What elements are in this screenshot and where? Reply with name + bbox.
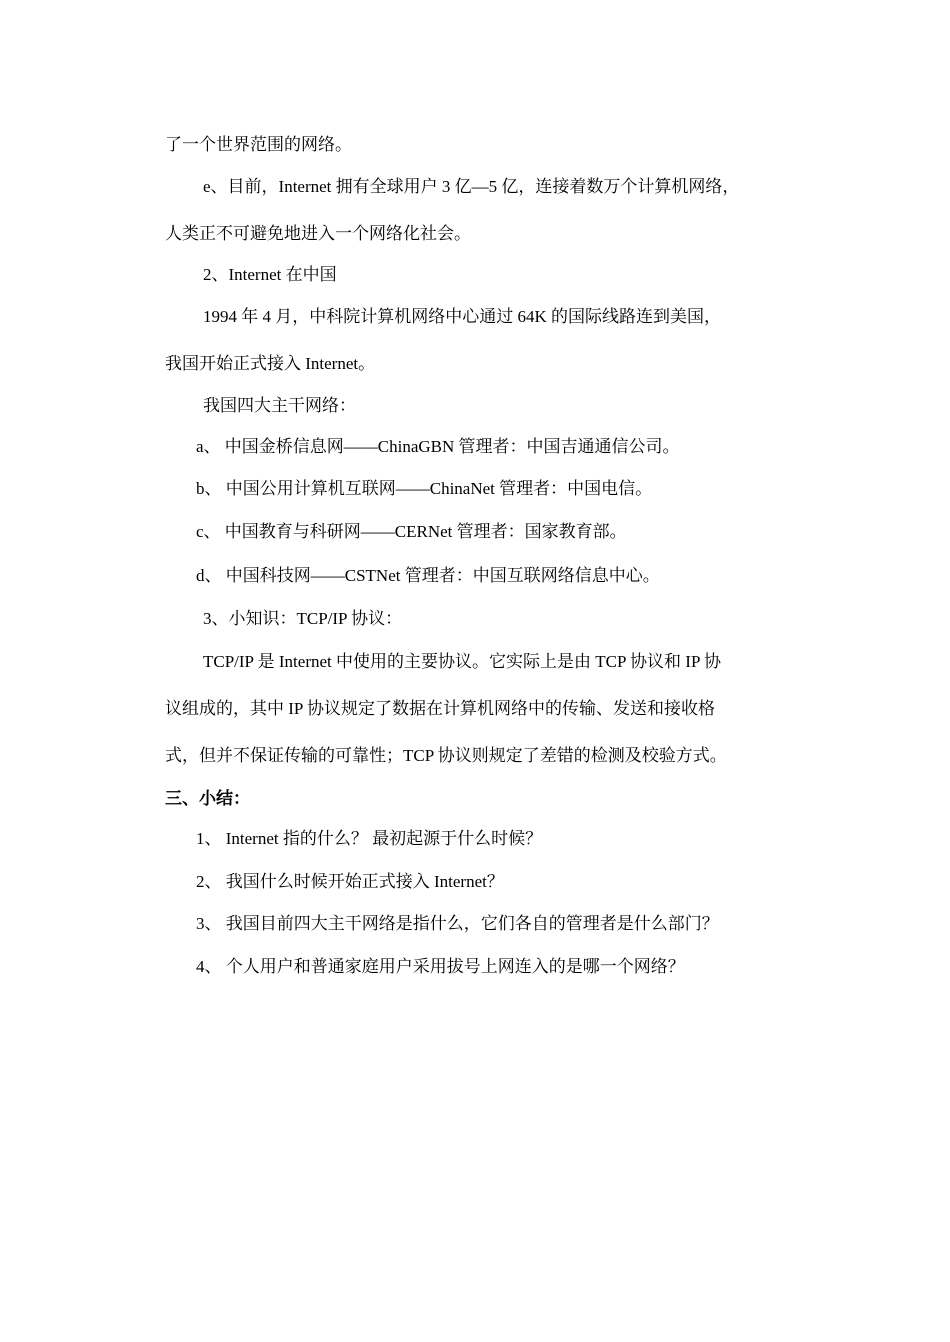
paragraph-line: 我国开始正式接入 Internet。 xyxy=(165,354,376,373)
paragraph-line: 了一个世界范围的网络。 xyxy=(165,135,352,154)
summary-heading: 三、小结： xyxy=(165,789,250,808)
list-item: c、 中国教育与科研网——CERNet 管理者：国家教育部。 xyxy=(196,522,627,541)
question-item: 3、 我国目前四大主干网络是指什么，它们各自的管理者是什么部门？ xyxy=(196,914,719,933)
paragraph-line: e、目前，Internet 拥有全球用户 3 亿—5 亿，连接着数万个计算机网络， xyxy=(203,177,740,196)
paragraph-line: TCP/IP 是 Internet 中使用的主要协议。它实际上是由 TCP 协议和 IP 协 xyxy=(203,652,722,671)
paragraph-line: 我国四大主干网络： xyxy=(203,396,356,415)
section-title: 3、小知识：TCP/IP 协议： xyxy=(203,609,403,628)
paragraph-line: 1994 年 4 月，中科院计算机网络中心通过 64K 的国际线路连到美国， xyxy=(203,307,722,326)
question-item: 2、 我国什么时候开始正式接入 Internet？ xyxy=(196,872,504,891)
question-item: 4、 个人用户和普通家庭用户采用拔号上网连入的是哪一个网络？ xyxy=(196,957,685,976)
paragraph-line: 式，但并不保证传输的可靠性；TCP 协议则规定了差错的检测及校验方式。 xyxy=(165,746,727,765)
paragraph-line: 议组成的，其中 IP 协议规定了数据在计算机网络中的传输、发送和接收格 xyxy=(165,699,715,718)
list-item: d、 中国科技网——CSTNet 管理者：中国互联网络信息中心。 xyxy=(196,566,660,585)
paragraph-line: 人类正不可避免地进入一个网络化社会。 xyxy=(165,224,471,243)
section-title: 2、Internet 在中国 xyxy=(203,265,337,284)
list-item: a、 中国金桥信息网——ChinaGBN 管理者：中国吉通通信公司。 xyxy=(196,437,680,456)
list-item: b、 中国公用计算机互联网——ChinaNet 管理者：中国电信。 xyxy=(196,479,653,498)
question-item: 1、 Internet 指的什么？ 最初起源于什么时候？ xyxy=(196,829,543,848)
